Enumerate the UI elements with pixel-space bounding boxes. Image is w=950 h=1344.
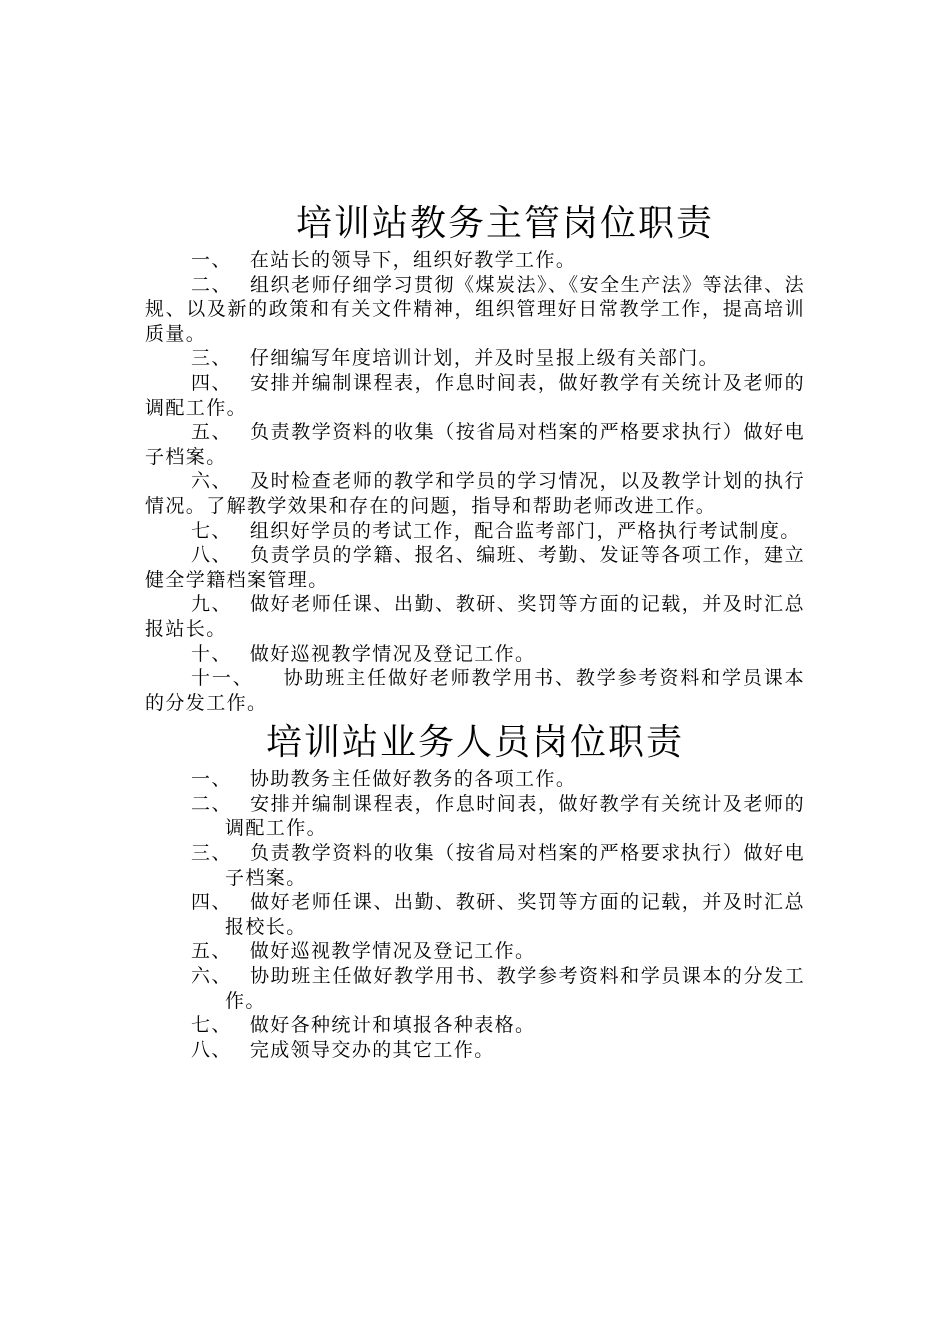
item-number: 一、 [191,768,232,791]
section2-item [145,1013,805,1038]
section1-item [145,248,805,273]
item-number: 二、 [191,273,233,296]
item-text: 及时检查老师的教学和学员的学习情况，以及教学计划的执行情况。了解教学效果和存在的问题，指导和帮助老师改进工作。 [145,470,805,517]
item-number: 六、 [191,470,233,493]
item-text: 做好巡视教学情况及登记工作。 [249,940,536,963]
item-text: 组织好学员的考试工作，配合监考部门，严格执行考试制度。 [249,519,801,542]
item-text: 安排并编制课程表，作息时间表，做好教学有关统计及老师的调配工作。 [145,371,805,419]
item-number: 八、 [191,1038,232,1061]
section1-item [145,420,805,469]
item-number: 十一、 [191,667,254,690]
item-number: 七、 [191,519,232,542]
item-number: 九、 [191,593,233,616]
item-number: 七、 [191,1014,232,1037]
document-page [145,200,805,1062]
item-number: 五、 [191,421,233,444]
item-number: 五、 [191,940,232,963]
item-number: 十、 [191,642,232,665]
item-number: 四、 [191,891,233,914]
item-number: 四、 [191,371,233,394]
item-number: 二、 [191,792,233,815]
item-text: 安排并编制课程表，作息时间表，做好教学有关统计及老师的调配工作。 [225,792,805,840]
section1-item [145,273,805,347]
section2-item [145,1038,805,1063]
section1-item [145,469,805,518]
item-text: 做好巡视教学情况及登记工作。 [249,642,536,665]
item-text: 做好老师任课、出勤、教研、奖罚等方面的记载，并及时汇总报校长。 [225,891,805,938]
item-text: 负责教学资料的收集（按省局对档案的严格要求执行）做好电子档案。 [145,421,805,468]
section2-item [145,939,805,964]
section2-item [145,841,805,890]
section1-item [145,642,805,667]
section1-list [145,248,805,715]
item-text: 组织老师仔细学习贯彻《煤炭法》、《安全生产法》等法律、法规、以及新的政策和有关文件精神，组织管理好日常教学工作，提高培训质量。 [145,273,805,345]
item-text: 做好老师任课、出勤、教研、奖罚等方面的记载，并及时汇总报站长。 [145,593,805,640]
section1-item [145,592,805,641]
section2-list [145,767,805,1062]
section2-item [145,890,805,939]
item-text: 做好各种统计和填报各种表格。 [249,1014,536,1037]
item-text: 协助班主任做好老师教学用书、教学参考资料和学员课本的分发工作。 [145,667,805,714]
section1-item [145,346,805,371]
item-text: 在站长的领导下，组织好教学工作。 [249,249,577,271]
item-number: 八、 [191,544,233,567]
item-number: 三、 [191,842,233,865]
section2-title: 培训站业务人员岗位职责 [265,722,684,764]
section1-item [145,371,805,420]
section2-item [145,767,805,792]
item-text: 完成领导交办的其它工作。 [249,1038,495,1061]
item-text: 协助班主任做好教学用书、教学参考资料和学员课本的分发工作。 [225,965,805,1012]
item-text: 仔细编写年度培训计划，并及时呈报上级有关部门。 [249,347,720,370]
item-text: 负责教学资料的收集（按省局对档案的严格要求执行）做好电子档案。 [225,842,805,889]
section1-item [145,543,805,592]
section2-item [145,792,805,841]
item-number: 六、 [191,965,233,988]
section1-title: 培训站教务主管岗位职责 [295,203,714,244]
section1-item [145,666,805,715]
item-text: 协助教务主任做好教务的各项工作。 [249,768,577,791]
section2-item [145,964,805,1013]
item-text: 负责学员的学籍、报名、编班、考勤、发证等各项工作，建立健全学籍档案管理。 [145,544,805,591]
item-number: 一、 [191,249,232,271]
section1-item [145,519,805,544]
item-number: 三、 [191,347,232,370]
